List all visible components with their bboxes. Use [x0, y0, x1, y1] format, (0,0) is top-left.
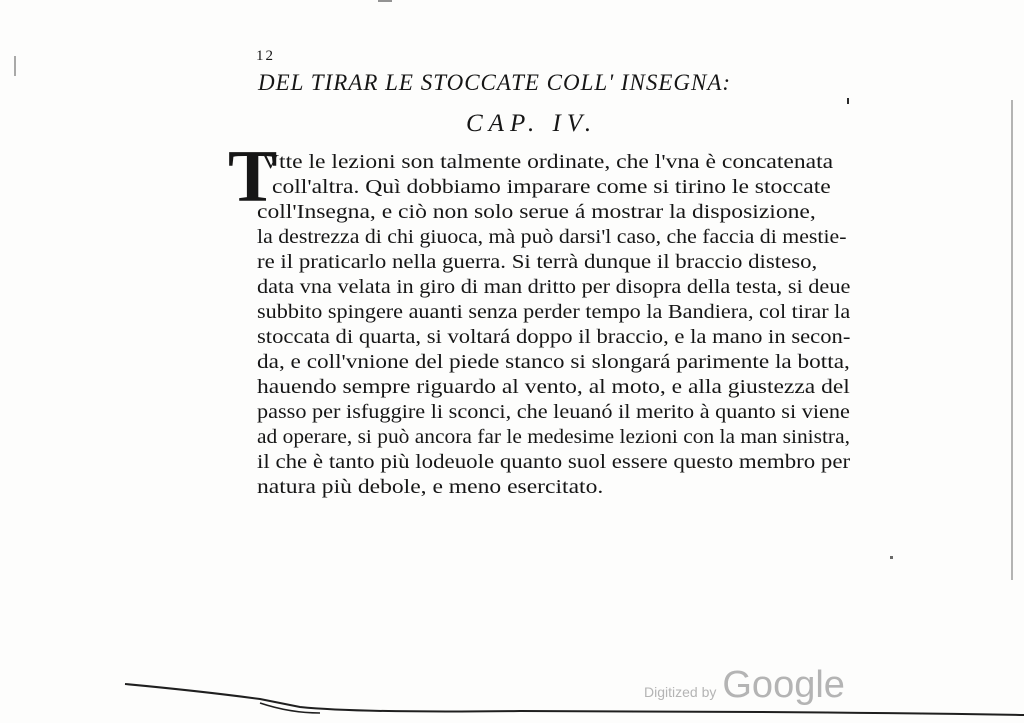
text-line: Vtte le lezioni son talmente ordinate, che l'vna è concatenata: [262, 151, 834, 173]
google-logo: Google: [722, 664, 845, 706]
scan-mark-right-edge: [1011, 100, 1013, 580]
text-line: passo per isfuggire li sconci, che leuanó il merito à quanto si viene: [257, 401, 850, 423]
text-line: stoccata di quarta, si voltará doppo il braccio, e la mano in secon-: [257, 326, 851, 348]
text-line: ad operare, si può ancora far le medesime lezioni con la man sinistra,: [257, 426, 850, 448]
text-line: coll'altra. Quì dobbiamo imparare come si tirino le stoccate: [272, 176, 831, 198]
chapter-label: CAP. IV.: [466, 110, 598, 137]
text-line: da, e coll'vnione del piede stanco si slongará parimente la botta,: [257, 351, 850, 373]
scan-mark-top: [378, 0, 392, 2]
scan-mark-left: [14, 56, 16, 76]
text-line: hauendo sempre riguardo al vento, al moto, e alla giustezza del: [257, 376, 850, 398]
watermark-prefix: Digitized by: [644, 684, 717, 700]
text-line: natura più debole, e meno esercitato.: [257, 476, 604, 498]
page-bottom-edge: [0, 663, 1024, 723]
page-number: 12: [256, 48, 275, 64]
text-line: re il praticarlo nella guerra. Si terrà dunque il braccio disteso,: [257, 251, 818, 273]
drop-cap: T: [228, 136, 278, 218]
chapter-title: DEL TIRAR LE STOCCATE COLL' INSEGNA:: [258, 70, 732, 95]
scan-mark-right-dot-2: [890, 556, 893, 559]
text-line: la destrezza di chi giuoca, mà può darsi'l caso, che faccia di mestie-: [257, 226, 847, 248]
text-line: data vna velata in giro di man dritto per disopra della testa, si deue: [257, 276, 851, 298]
scan-mark-right-dot-1: [847, 98, 849, 104]
text-line: il che è tanto più lodeuole quanto suol essere questo membro per: [257, 451, 851, 473]
text-line: coll'Insegna, e ciò non solo serue á mostrar la disposizione,: [257, 201, 816, 223]
digitized-by-google-watermark: [644, 664, 845, 707]
text-line: subbito spingere auanti senza perder tempo la Bandiera, col tirar la: [257, 301, 851, 323]
